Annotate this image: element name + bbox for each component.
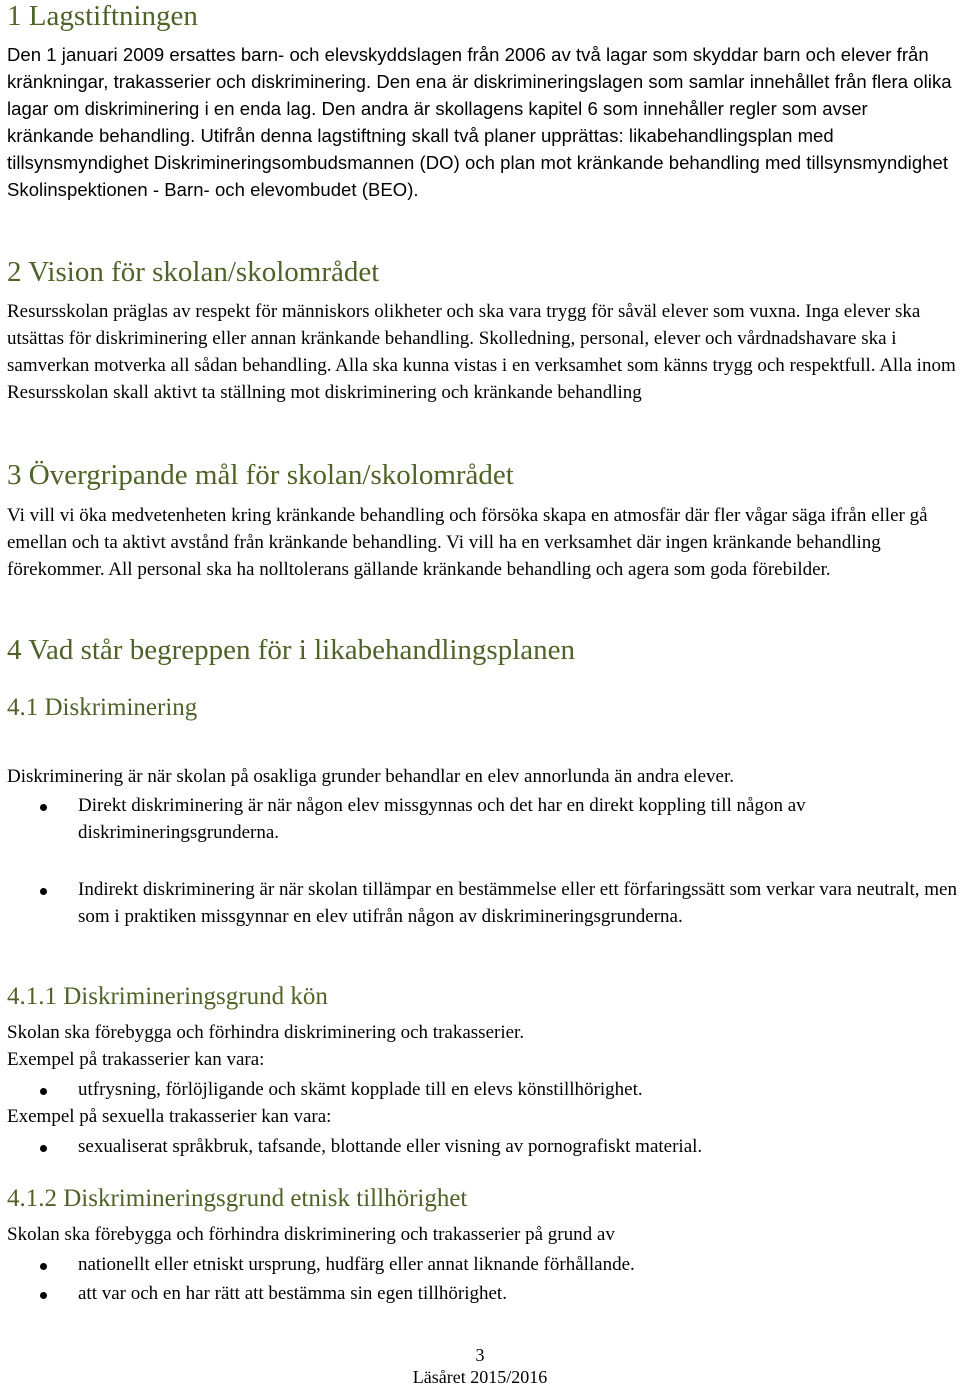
bullet-icon: [40, 804, 47, 811]
page-number: 3: [475, 1345, 485, 1365]
section-4-1-intro: Diskriminering är när skolan på osakliga grunder behandlar en elev annorlunda än andra elever.: [7, 766, 735, 787]
bullet-icon: [40, 1263, 47, 1270]
list-item-text: utfrysning, förlöjligande och skämt kopplade till en elevs könstillhörighet.: [78, 1079, 643, 1100]
section-4-1-heading: 4.1 Diskriminering: [7, 694, 198, 721]
section-1-body: Den 1 januari 2009 ersattes barn- och elevskyddslagen från 2006 av två lagar som skyddar barn och elever från kränkningar, trakasserier och diskriminering. Den ena är diskrimineringslagen som samlar innehållet från flera olika lagar om diskriminering i en enda lag. Den andra är skollagens kapitel 6 som innehåller regler som avser kränkande behandling. Utifrån denna lagstiftning skall två planer upprättas: likabehandlingsplan med tillsynsmyndighet Diskrimineringsombudsmannen (DO) och plan mot kränkande behandling med tillsynsmyndighet Skolinspektionen - Barn- och elevombudet (BEO).: [7, 44, 952, 200]
list-item-text: Direkt diskriminering är när någon elev missgynnas och det har en direkt koppling till någon av diskrimineringsgrunderna.: [78, 795, 806, 843]
section-3-heading: 3 Övergripande mål för skolan/skolområdet: [7, 459, 514, 491]
section-4-1-1-line-1: Skolan ska förebygga och förhindra diskriminering och trakasserier.: [7, 1022, 525, 1043]
section-4-1-1-heading: 4.1.1 Diskrimineringsgrund kön: [7, 983, 328, 1010]
section-3-body: Vi vill vi öka medvetenheten kring kränkande behandling och försöka skapa en atmosfär där fler vågar säga ifrån eller gå emellan och ta aktivt avstånd från kränkande behandling. Vi vill ha en verksamhet där ingen kränkande behandling förekommer. All personal ska ha nolltolerans gällande kränkande behandling och agera som goda förebilder.: [7, 505, 928, 580]
list-item-text: Indirekt diskriminering är när skolan tillämpar en bestämmelse eller ett förfaringssätt som verkar vara neutralt, men som i praktiken missgynnar en elev utifrån någon av diskrimineringsgrunderna.: [78, 879, 957, 927]
bullet-icon: [40, 1292, 47, 1299]
section-2-heading: 2 Vision för skolan/skolområdet: [7, 256, 380, 288]
section-4-1-1-line-3: Exempel på sexuella trakasserier kan vara:: [7, 1106, 332, 1127]
footer-school-year: Läsåret 2015/2016: [412, 1367, 548, 1387]
bullet-icon: [40, 1088, 47, 1095]
list-item-text: nationellt eller etniskt ursprung, hudfärg eller annat liknande förhållande.: [78, 1254, 635, 1275]
section-4-1-2-heading: 4.1.2 Diskrimineringsgrund etnisk tillhörighet: [7, 1185, 468, 1212]
bullet-icon: [40, 888, 47, 895]
section-4-heading: 4 Vad står begreppen för i likabehandlingsplanen: [7, 634, 576, 666]
list-item-text: sexualiserat språkbruk, tafsande, blottande eller visning av pornografiskt material.: [78, 1136, 703, 1157]
list-item-text: att var och en har rätt att bestämma sin egen tillhörighet.: [78, 1283, 507, 1304]
section-4-1-2-line-1: Skolan ska förebygga och förhindra diskriminering och trakasserier på grund av: [7, 1224, 615, 1245]
section-2-body: Resursskolan präglas av respekt för människors olikheter och ska vara trygg för såväl elever som vuxna. Inga elever ska utsättas för diskriminering eller annan kränkande behandling. Skolledning, personal, elever och vårdnadshavare ska i samverkan motverka all sådan behandling. Alla ska kunna vistas i en verksamhet som känns trygg och respektfull. Alla inom Resursskolan skall aktivt ta ställning mot diskriminering och kränkande behandling: [7, 301, 956, 403]
section-1-heading: 1 Lagstiftningen: [7, 0, 198, 32]
section-4-1-1-line-2: Exempel på trakasserier kan vara:: [7, 1049, 265, 1070]
bullet-icon: [40, 1145, 47, 1152]
